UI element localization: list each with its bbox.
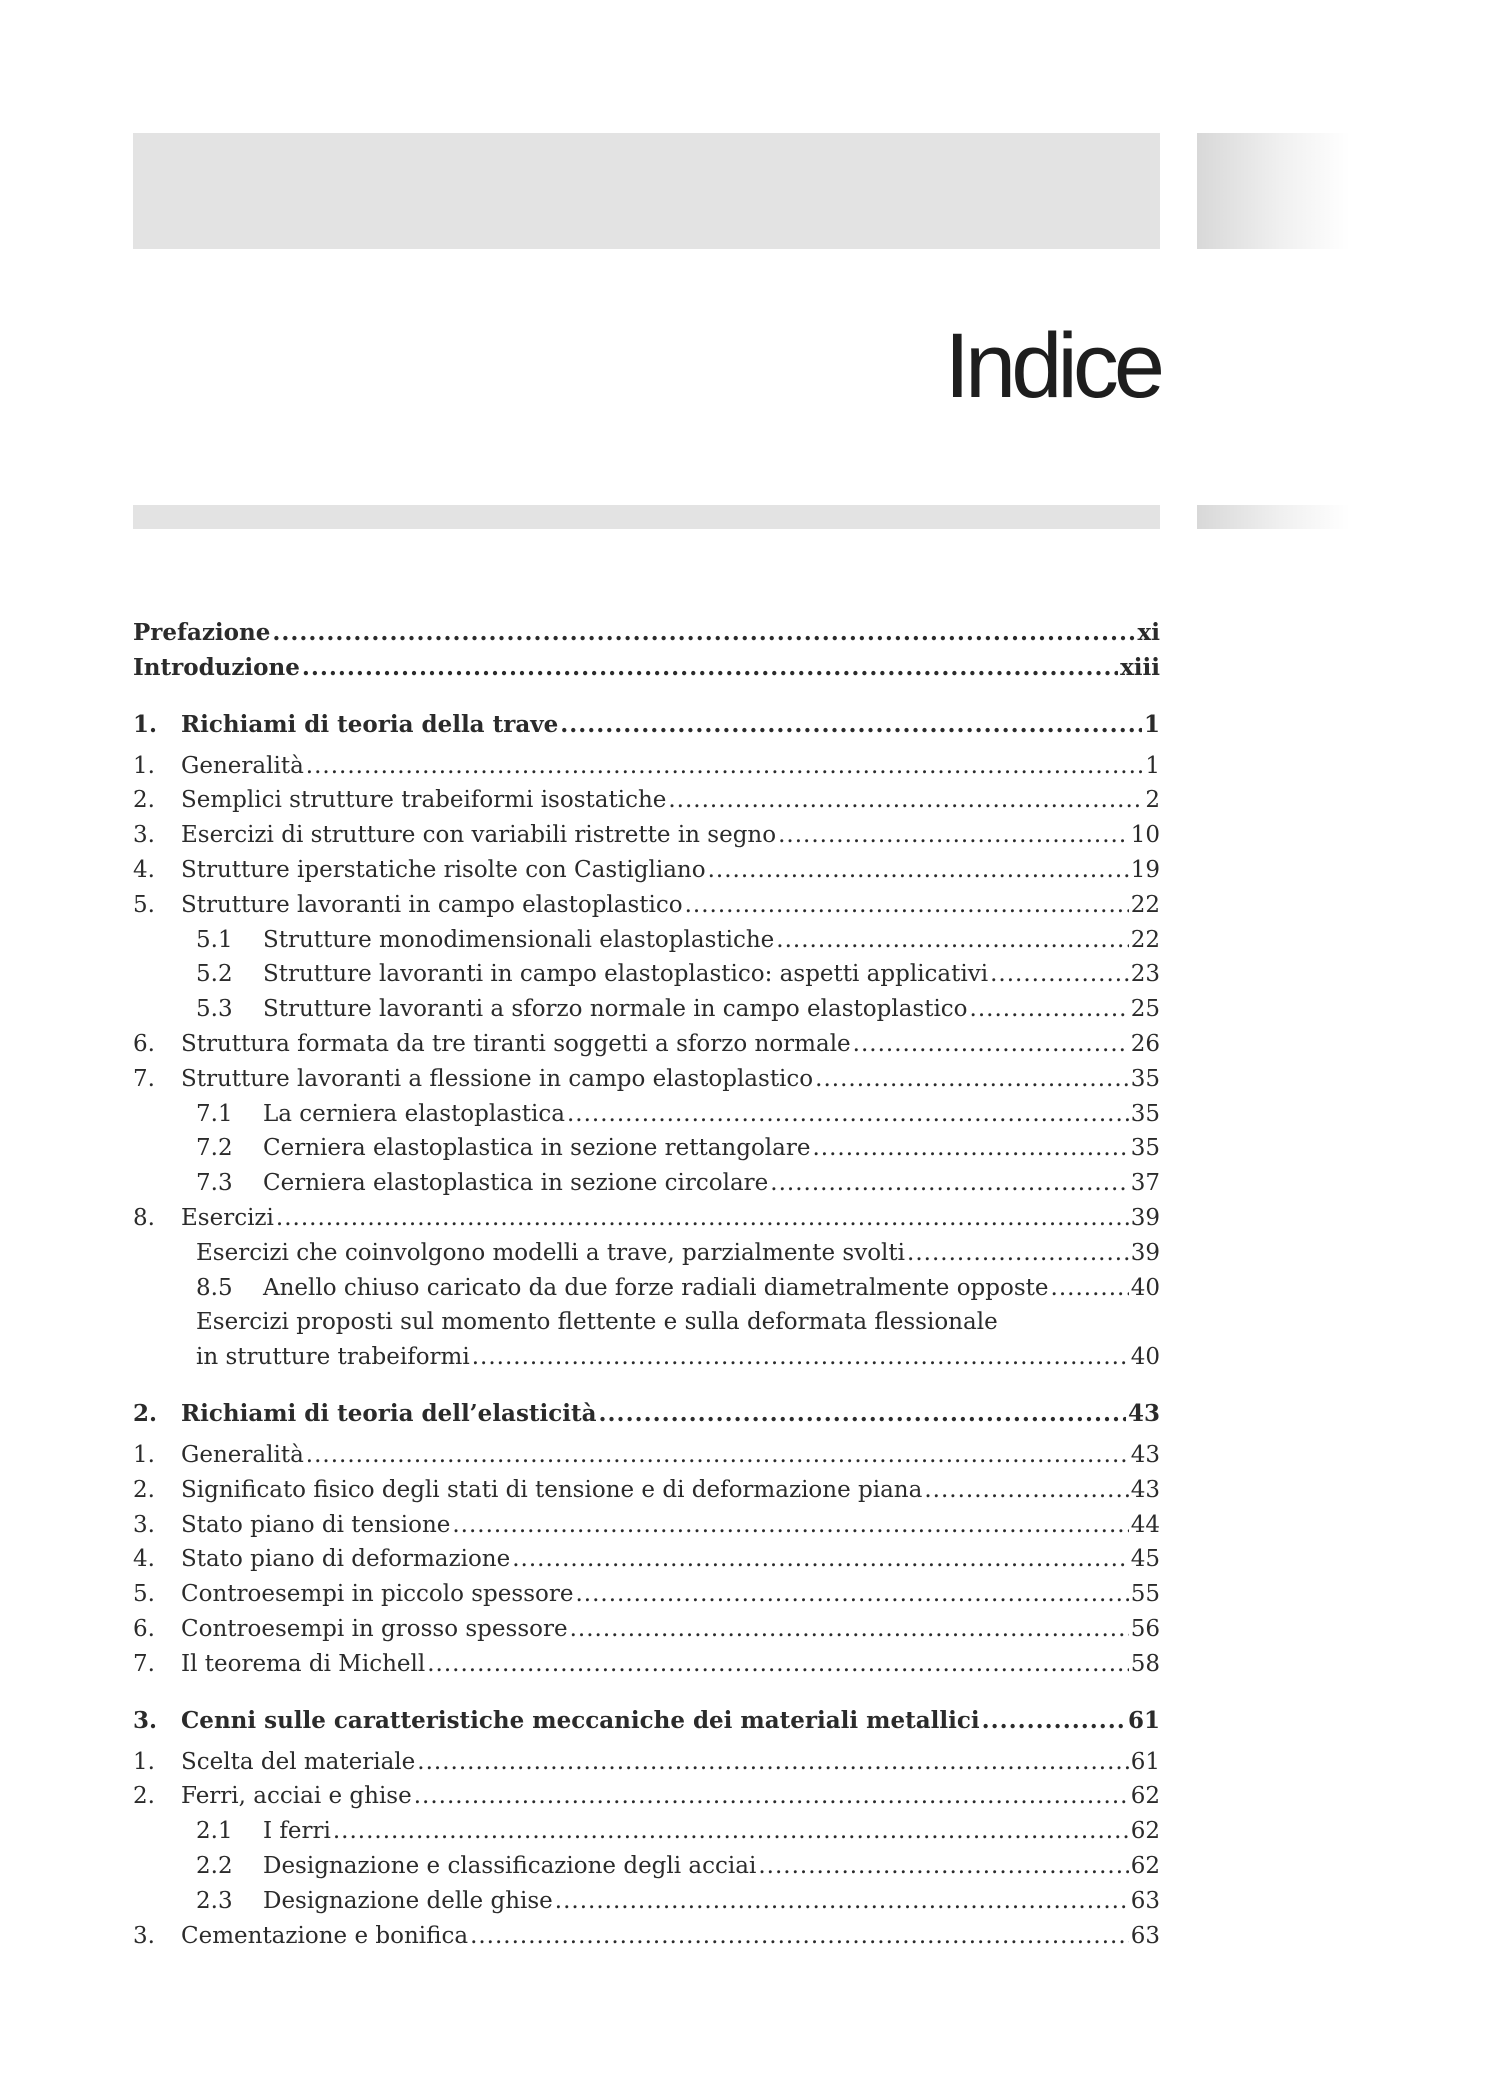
toc-dot-leader — [758, 1849, 1128, 1884]
table-of-contents — [133, 616, 1160, 1953]
toc-entry-title: Esercizi — [181, 1204, 274, 1231]
toc-page-number: 25 — [1130, 996, 1160, 1023]
toc-entry-title: Ferri, acciai e ghise — [181, 1783, 412, 1810]
toc-subsection-entry[interactable] — [133, 1131, 1160, 1166]
toc-entry-number: 1. — [133, 1748, 155, 1775]
toc-page-number: 39 — [1130, 1239, 1160, 1266]
toc-dot-leader — [512, 1542, 1128, 1577]
toc-entry-title: Prefazione — [133, 619, 271, 646]
toc-entry-number: 6. — [133, 1030, 155, 1057]
toc-entry-number: 7.2 — [196, 1135, 233, 1162]
toc-dot-leader — [853, 1027, 1129, 1062]
toc-subsection-entry[interactable] — [133, 923, 1160, 958]
toc-dot-leader — [555, 1884, 1129, 1919]
toc-entry-title: Cenni sulle caratteristiche meccaniche dei materiali metallici — [181, 1706, 980, 1734]
toc-entry-title: Strutture lavoranti a sforzo normale in campo elastoplastico — [263, 996, 968, 1023]
toc-subsection-entry[interactable] — [133, 992, 1160, 1027]
toc-dot-leader — [472, 1340, 1129, 1375]
toc-entry-title: Cerniera elastoplastica in sezione rettangolare — [263, 1135, 811, 1162]
toc-entry-number: 4. — [133, 856, 155, 883]
toc-entry-title: Strutture monodimensionali elastoplastiche — [263, 926, 775, 953]
toc-page-number: 39 — [1130, 1204, 1160, 1231]
toc-subsection-entry[interactable] — [133, 1814, 1160, 1849]
toc-entry-number: 8. — [133, 1204, 155, 1231]
toc-entry-title: La cerniera elastoplastica — [263, 1100, 565, 1127]
toc-entry-title: Stato piano di deformazione — [181, 1546, 511, 1573]
toc-exercise-entry[interactable] — [133, 1236, 1160, 1271]
toc-section-entry[interactable] — [133, 1438, 1160, 1473]
toc-entry-number: 1. — [133, 710, 158, 738]
toc-section-entry[interactable] — [133, 1745, 1160, 1780]
toc-entry-title: Strutture iperstatiche risolte con Castigliano — [181, 856, 706, 883]
toc-dot-leader — [1051, 1271, 1129, 1306]
toc-dot-leader — [990, 957, 1129, 992]
toc-page-number: 26 — [1130, 1030, 1160, 1057]
toc-page-number: 40 — [1130, 1274, 1160, 1301]
toc-section-entry[interactable] — [133, 1779, 1160, 1814]
toc-dot-leader — [970, 992, 1129, 1027]
toc-dot-leader — [560, 708, 1142, 742]
toc-entry-title: Richiami di teoria della trave — [181, 710, 559, 738]
toc-dot-leader — [306, 1438, 1129, 1473]
toc-entry-title: Esercizi di strutture con variabili ristrette in segno — [181, 822, 777, 849]
toc-entry-number: 7. — [133, 1065, 155, 1092]
toc-dot-leader — [575, 1577, 1128, 1612]
toc-page-number: 44 — [1130, 1511, 1160, 1538]
toc-entry-title: Semplici strutture trabeiformi isostatiche — [181, 787, 667, 814]
toc-section-entry[interactable] — [133, 853, 1160, 888]
toc-frontmatter-entry[interactable] — [133, 616, 1160, 651]
toc-page-number: xiii — [1120, 653, 1160, 681]
toc-entry-number: 2. — [133, 1399, 158, 1427]
toc-entry-title: Cementazione e bonifica — [181, 1922, 469, 1949]
toc-section-entry[interactable] — [133, 1919, 1160, 1954]
toc-entry-title: Struttura formata da tre tiranti soggetti a sforzo normale — [181, 1030, 851, 1057]
toc-page-number: 40 — [1130, 1344, 1160, 1371]
toc-entry-number: 2.3 — [196, 1887, 233, 1914]
toc-dot-leader — [452, 1508, 1128, 1543]
toc-dot-leader — [778, 818, 1129, 853]
toc-dot-leader — [813, 1131, 1129, 1166]
toc-section-entry[interactable] — [133, 888, 1160, 923]
header-band-gradient — [1197, 133, 1350, 249]
page-title: Indice — [944, 315, 1160, 417]
toc-page-number: 2 — [1145, 787, 1160, 814]
toc-entry-title: Controesempi in grosso spessore — [181, 1615, 568, 1642]
toc-entry-title: Strutture lavoranti a flessione in campo elastoplastico — [181, 1065, 814, 1092]
toc-page-number: 63 — [1130, 1922, 1160, 1949]
toc-page-number: 61 — [1127, 1706, 1160, 1734]
toc-dot-leader — [302, 651, 1118, 686]
toc-dot-leader — [427, 1647, 1129, 1682]
toc-page-number: 61 — [1130, 1748, 1160, 1775]
header-band — [133, 133, 1160, 249]
toc-section-entry[interactable] — [133, 1612, 1160, 1647]
toc-chapter-entry[interactable] — [133, 708, 1160, 742]
toc-dot-leader — [599, 1397, 1126, 1431]
toc-dot-leader — [668, 783, 1143, 818]
toc-frontmatter-entry[interactable] — [133, 651, 1160, 686]
toc-section-entry[interactable] — [133, 783, 1160, 818]
toc-page-number: 62 — [1130, 1818, 1160, 1845]
toc-entry-title: Designazione delle ghise — [263, 1887, 553, 1914]
toc-page-number: 10 — [1130, 822, 1160, 849]
toc-dot-leader — [417, 1745, 1128, 1780]
toc-entry-number: 7.1 — [196, 1100, 233, 1127]
toc-entry-title: Il teorema di Michell — [181, 1650, 426, 1677]
divider-band — [133, 505, 1160, 529]
toc-entry-number: 7. — [133, 1650, 155, 1677]
toc-entry-number: 3. — [133, 822, 155, 849]
toc-page-number: 35 — [1130, 1065, 1160, 1092]
toc-subsection-entry[interactable] — [133, 1166, 1160, 1201]
toc-entry-title: Controesempi in piccolo spessore — [181, 1581, 574, 1608]
toc-entry-number: 5.1 — [196, 926, 233, 953]
toc-section-entry[interactable] — [133, 1577, 1160, 1612]
toc-entry-number: 2. — [133, 1476, 155, 1503]
toc-entry-title: Esercizi che coinvolgono modelli a trave, parzialmente svolti — [196, 1239, 906, 1266]
toc-page-number: 1 — [1143, 710, 1160, 738]
toc-entry-title: Strutture lavoranti in campo elastoplastico: aspetti applicativi — [263, 961, 989, 988]
toc-dot-leader — [570, 1612, 1129, 1647]
toc-page-number: 19 — [1130, 856, 1160, 883]
toc-page-number: 1 — [1145, 752, 1160, 779]
toc-page-number: 43 — [1130, 1476, 1160, 1503]
toc-page-number: 63 — [1130, 1887, 1160, 1914]
toc-entry-title: Anello chiuso caricato da due forze radiali diametralmente opposte — [263, 1274, 1049, 1301]
toc-dot-leader — [272, 616, 1135, 651]
toc-page-number: 37 — [1130, 1170, 1160, 1197]
toc-dot-leader — [815, 1062, 1129, 1097]
toc-dot-leader — [567, 1097, 1129, 1132]
toc-entry-title: Introduzione — [133, 653, 300, 681]
toc-entry-number: 6. — [133, 1615, 155, 1642]
toc-entry-number: 4. — [133, 1546, 155, 1573]
toc-section-entry[interactable] — [133, 1062, 1160, 1097]
toc-section-entry[interactable] — [133, 818, 1160, 853]
toc-section-entry[interactable] — [133, 749, 1160, 784]
toc-page-number: 23 — [1130, 961, 1160, 988]
toc-entry-number: 3. — [133, 1706, 158, 1734]
toc-dot-leader — [708, 853, 1129, 888]
toc-dot-leader — [924, 1473, 1128, 1508]
toc-dot-leader — [776, 923, 1128, 958]
toc-page-number: 62 — [1130, 1783, 1160, 1810]
toc-section-entry[interactable] — [133, 1027, 1160, 1062]
toc-subsection-entry[interactable] — [133, 1849, 1160, 1884]
toc-entry-number: 2.1 — [196, 1818, 233, 1845]
toc-section-entry[interactable] — [133, 1473, 1160, 1508]
toc-dot-leader — [414, 1779, 1129, 1814]
toc-entry-number: 5.2 — [196, 961, 233, 988]
toc-dot-leader — [333, 1814, 1129, 1849]
toc-page-number: 22 — [1130, 891, 1160, 918]
toc-exercise-entry[interactable] — [133, 1305, 1160, 1340]
toc-entry-number: 5. — [133, 891, 155, 918]
toc-entry-number: 2.2 — [196, 1852, 233, 1879]
toc-page-number: 43 — [1130, 1441, 1160, 1468]
toc-entry-title: Cerniera elastoplastica in sezione circolare — [263, 1170, 769, 1197]
toc-entry-number: 5. — [133, 1581, 155, 1608]
toc-subsection-entry[interactable] — [133, 1884, 1160, 1919]
toc-entry-number: 2. — [133, 787, 155, 814]
toc-page-number: 56 — [1130, 1615, 1160, 1642]
toc-entry-number: 3. — [133, 1922, 155, 1949]
toc-page-number: xi — [1137, 619, 1160, 646]
toc-page-number: 43 — [1127, 1399, 1160, 1427]
toc-chapter-entry[interactable] — [133, 1704, 1160, 1738]
toc-entry-number: 1. — [133, 1441, 155, 1468]
toc-entry-number: 2. — [133, 1783, 155, 1810]
toc-page-number: 62 — [1130, 1852, 1160, 1879]
toc-dot-leader — [276, 1201, 1129, 1236]
toc-chapter-entry[interactable] — [133, 1397, 1160, 1431]
toc-page-number: 55 — [1130, 1581, 1160, 1608]
toc-entry-title: I ferri — [263, 1818, 331, 1845]
toc-section-entry[interactable] — [133, 1201, 1160, 1236]
toc-dot-leader — [470, 1919, 1129, 1954]
toc-page-number: 22 — [1130, 926, 1160, 953]
toc-section-entry[interactable] — [133, 1647, 1160, 1682]
toc-dot-leader — [907, 1236, 1129, 1271]
toc-entry-number: 7.3 — [196, 1170, 233, 1197]
toc-entry-number: 1. — [133, 752, 155, 779]
toc-entry-number: 8.5 — [196, 1274, 233, 1301]
toc-page-number: 58 — [1130, 1650, 1160, 1677]
toc-section-entry[interactable] — [133, 1542, 1160, 1577]
toc-entry-title: Stato piano di tensione — [181, 1511, 451, 1538]
toc-dot-leader — [770, 1166, 1128, 1201]
toc-entry-title: Esercizi proposti sul momento flettente e sulla deformata flessionale — [196, 1309, 998, 1336]
toc-subsection-entry[interactable] — [133, 1271, 1160, 1306]
toc-entry-number: 5.3 — [196, 996, 233, 1023]
toc-entry-title: Scelta del materiale — [181, 1748, 416, 1775]
toc-subsection-entry[interactable] — [133, 1097, 1160, 1132]
toc-dot-leader — [685, 888, 1129, 923]
divider-band-gradient — [1197, 505, 1350, 529]
toc-entry-title: Generalità — [181, 752, 304, 779]
toc-entry-title: Strutture lavoranti in campo elastoplastico — [181, 891, 683, 918]
toc-exercise-entry[interactable] — [133, 1340, 1160, 1375]
toc-entry-number: 3. — [133, 1511, 155, 1538]
toc-entry-title: in strutture trabeiformi — [196, 1344, 470, 1371]
toc-subsection-entry[interactable] — [133, 957, 1160, 992]
toc-dot-leader — [306, 749, 1144, 784]
toc-entry-title: Designazione e classificazione degli acciai — [263, 1852, 757, 1879]
toc-entry-title: Generalità — [181, 1441, 304, 1468]
toc-dot-leader — [982, 1704, 1126, 1738]
toc-page-number: 35 — [1130, 1100, 1160, 1127]
toc-entry-title: Significato fisico degli stati di tensione e di deformazione piana — [181, 1476, 923, 1503]
toc-page-number: 35 — [1130, 1135, 1160, 1162]
toc-page-number: 45 — [1130, 1546, 1160, 1573]
toc-entry-title: Richiami di teoria dell’elasticità — [181, 1399, 597, 1427]
toc-section-entry[interactable] — [133, 1508, 1160, 1543]
